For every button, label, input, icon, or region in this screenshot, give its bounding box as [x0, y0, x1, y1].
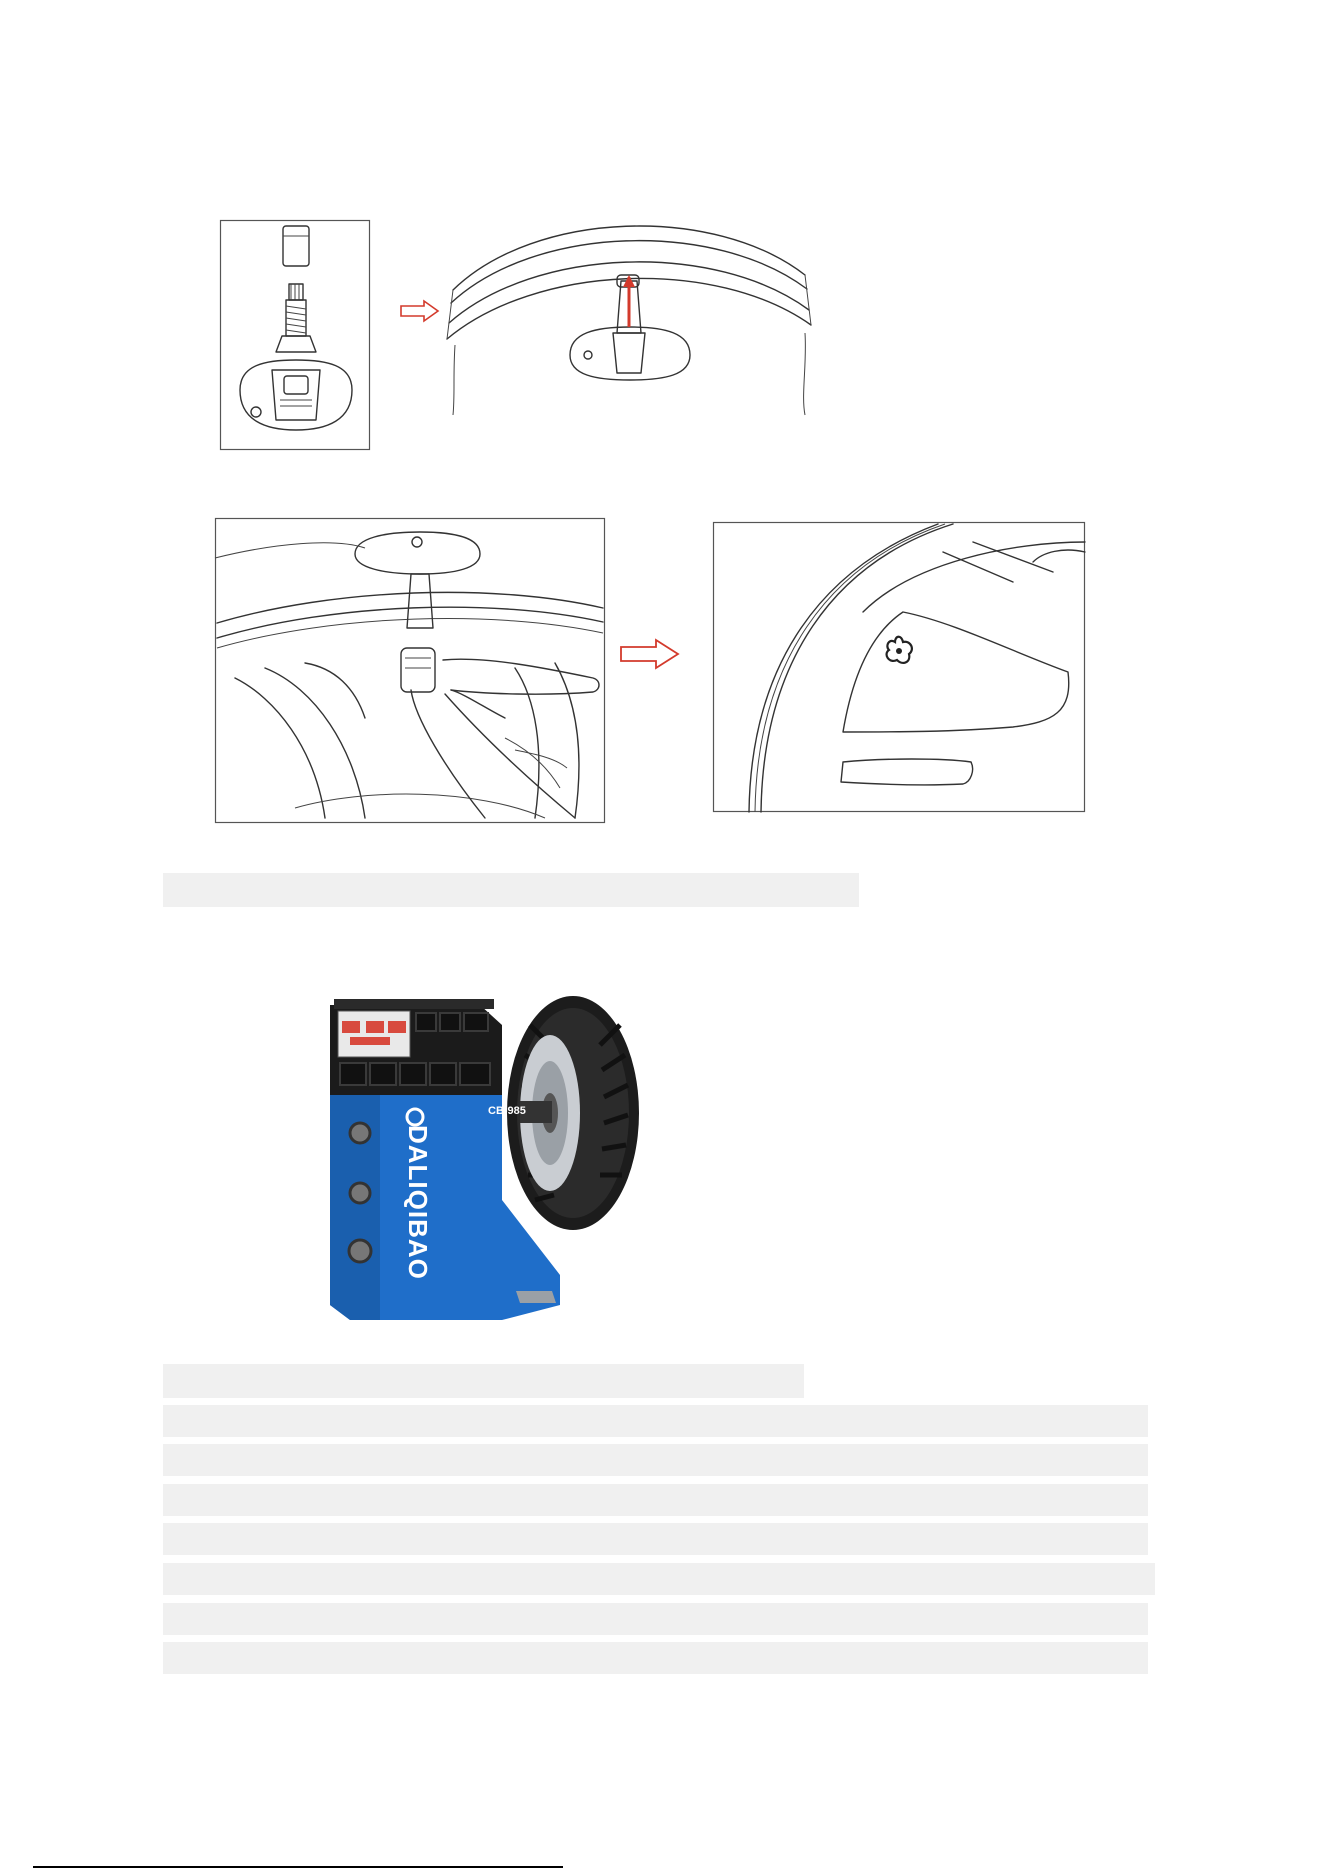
- arrow-right-icon: [620, 638, 680, 670]
- wheel-balancer-photo: [320, 985, 650, 1335]
- paragraph-line: [163, 1563, 1155, 1595]
- installed-view-figure: [713, 522, 1085, 812]
- paragraph-line: [163, 1642, 1148, 1674]
- arrow-right-icon: [400, 300, 440, 322]
- display-readout-right: [388, 1021, 406, 1033]
- paragraph-line: [163, 1603, 1148, 1635]
- paragraph-line: [163, 1523, 1148, 1555]
- paragraph-line: [163, 1405, 1148, 1437]
- figure-caption: [163, 1364, 804, 1398]
- footer-rule: [33, 1866, 563, 1868]
- balancer-brand-label: DALIQIBAO: [403, 1125, 433, 1280]
- display-readout-left: [342, 1021, 360, 1033]
- display-readout-mid: [366, 1021, 384, 1033]
- balancer-model-label: CB-985: [488, 1105, 526, 1117]
- figure-caption: [163, 873, 859, 907]
- paragraph-line: [163, 1484, 1148, 1516]
- sensor-parts-figure: [220, 220, 370, 450]
- paragraph-line: [163, 1444, 1148, 1476]
- finger-tighten-figure: [215, 518, 605, 823]
- rim-mount-figure: [445, 215, 815, 415]
